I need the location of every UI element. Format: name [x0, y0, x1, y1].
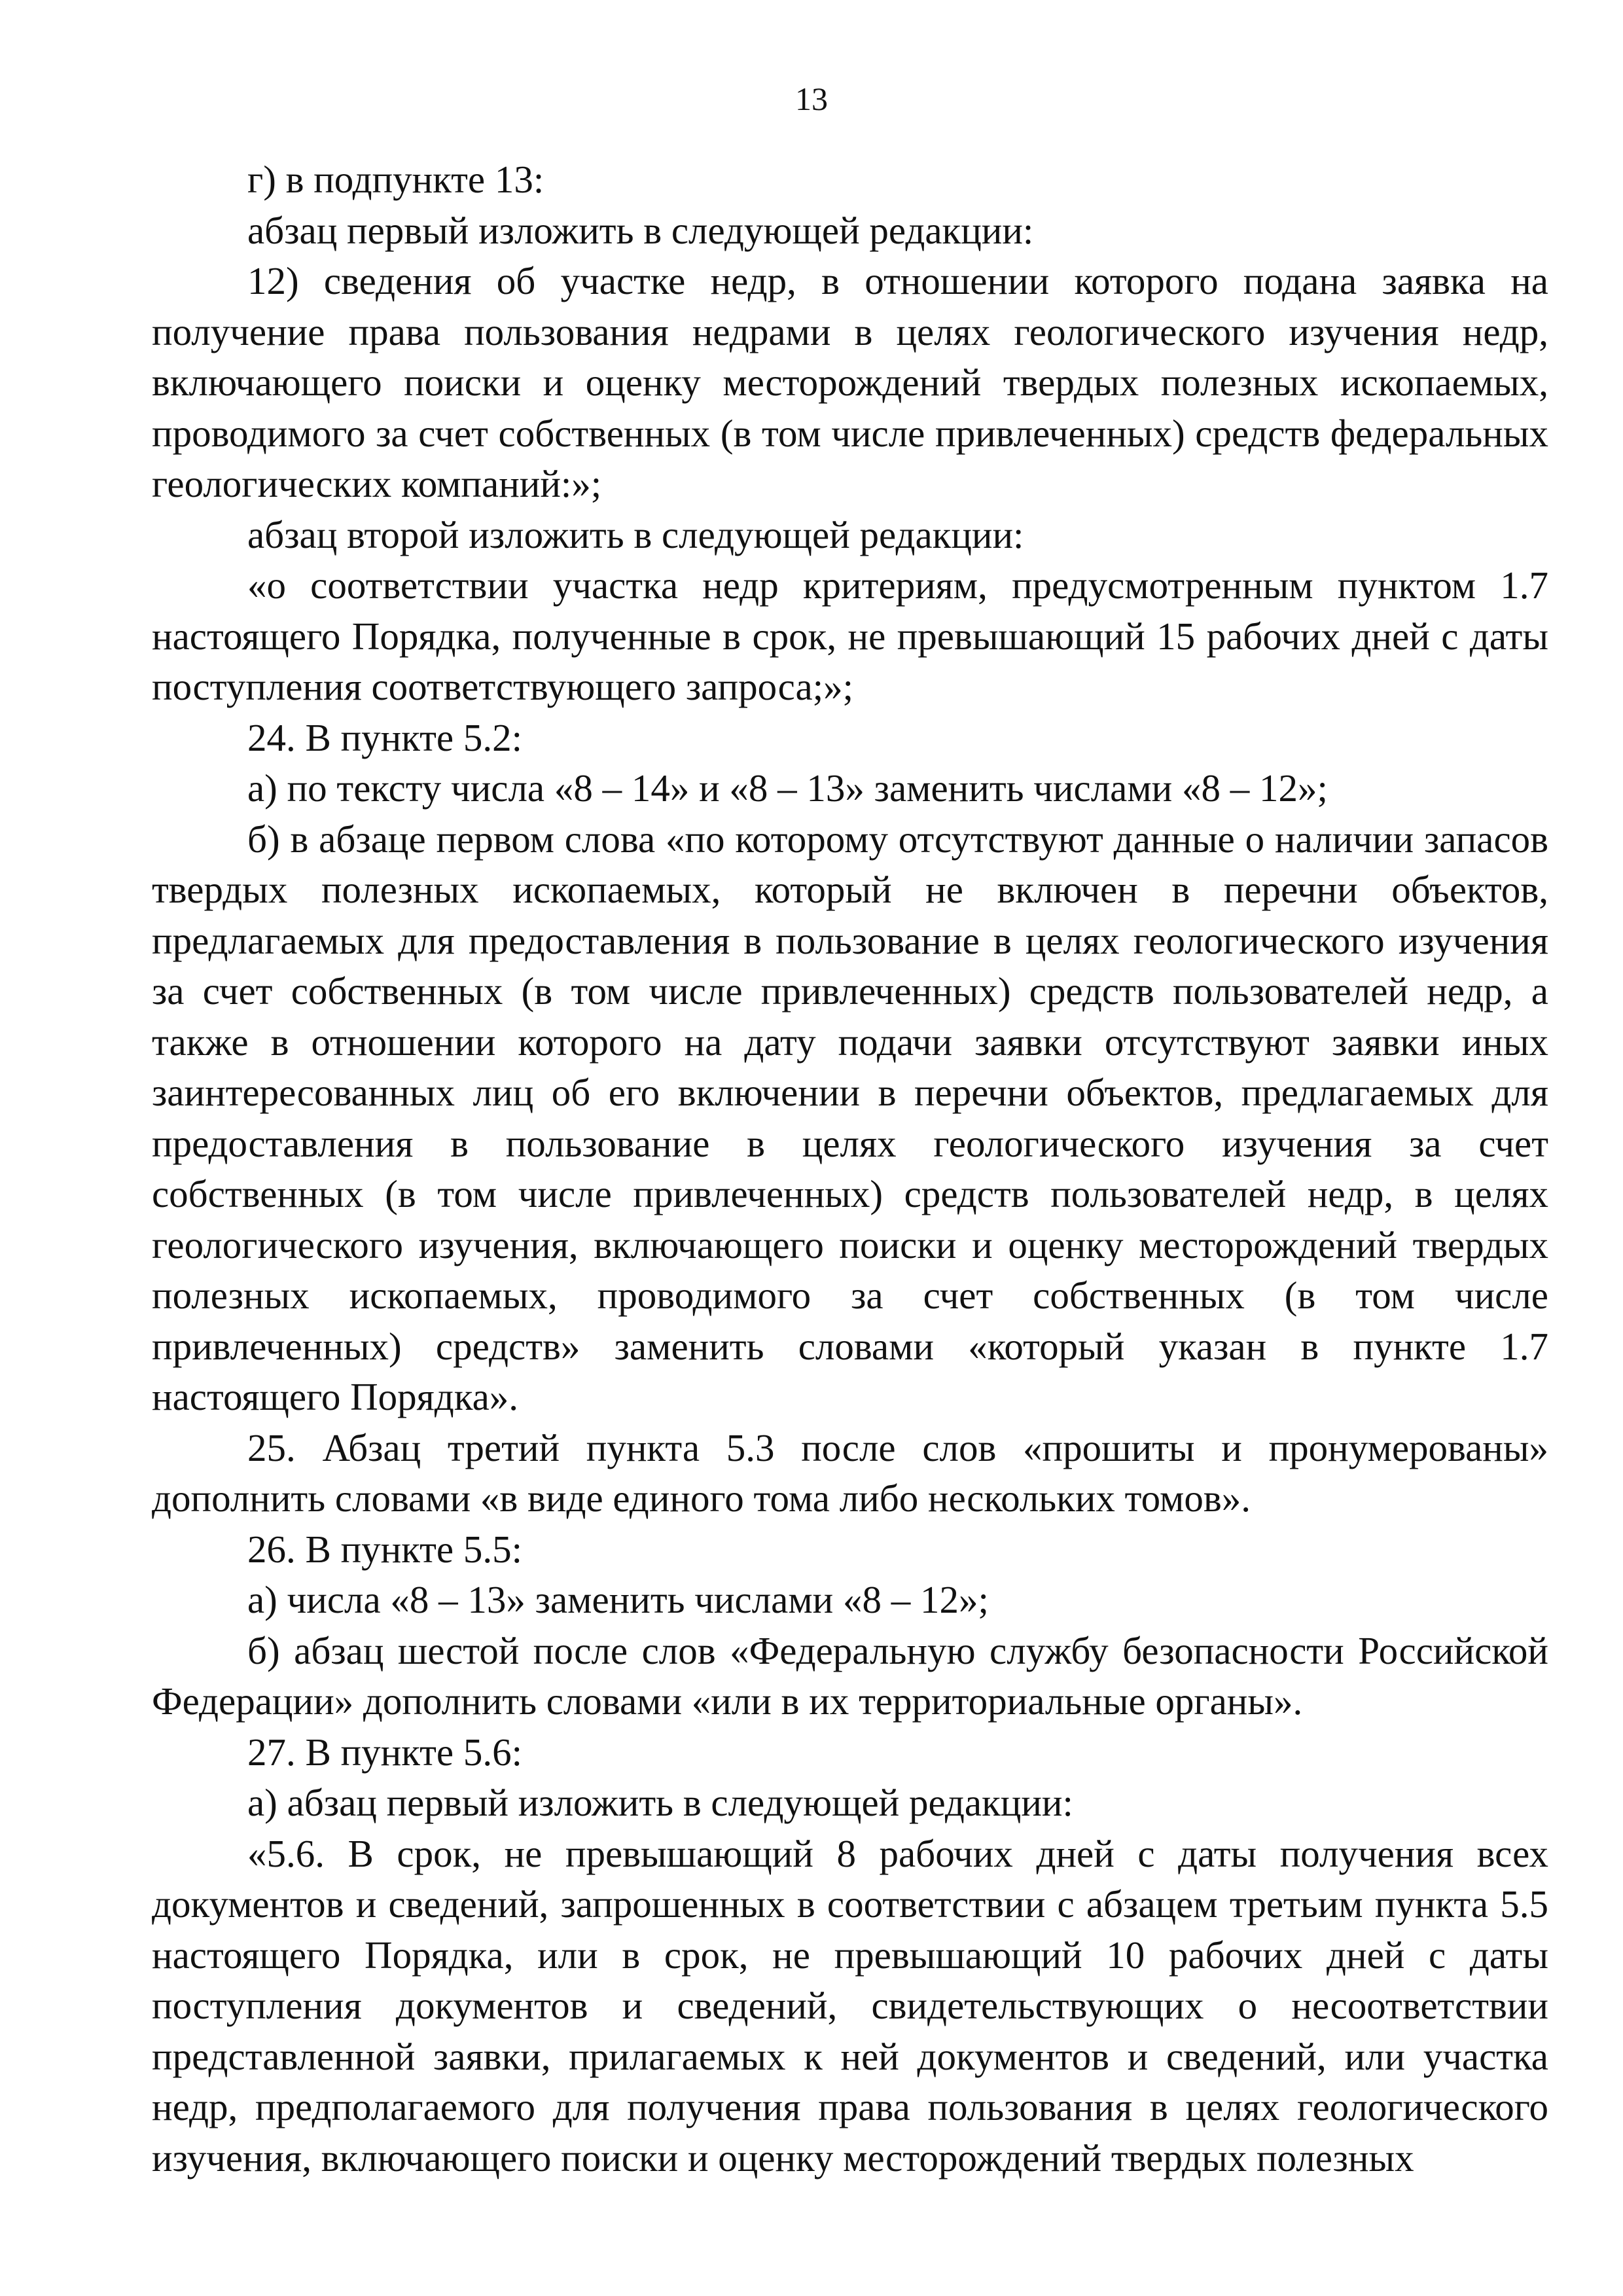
paragraph: б) абзац шестой после слов «Федеральную службу безопасности Российской Федерации» дополнить словами «или в их территориальные органы». — [152, 1628, 1548, 1723]
paragraph: «5.6. В срок, не превышающий 8 рабочих дней с даты получения всех документов и сведений, запрошенных в соответствии с абзацем третьим пункта 5.5 настоящего Порядка, или в срок, не превышающий 10 рабочих дней с даты поступления документов и сведений, свидетельствующих о несоответствии представленной заявки, прилагаемых к ней документов и сведений, или участка недр, предполагаемого для получения права пользования в целях геологического изучения, включающего поиски и оценку месторождений твердых полезных — [152, 1831, 1548, 2179]
paragraph: 12) сведения об участке недр, в отношении которого подана заявка на получение права пользования недрами в целях геологического изучения недр, включающего поиски и оценку месторождений твердых полезных ископаемых, проводимого за счет собственных (в том числе привлеченных) средств федеральных геологических компаний:»; — [152, 259, 1548, 505]
paragraph: «о соответствии участка недр критериям, предусмотренным пунктом 1.7 настоящего Порядка, полученные в срок, не превышающий 15 рабочих дней с даты поступления соответствующего запроса;»; — [152, 564, 1548, 708]
paragraph: 25. Абзац третий пункта 5.3 после слов «прошиты и пронумерованы» дополнить словами «в виде единого тома либо нескольких томов». — [152, 1426, 1548, 1520]
paragraph: б) в абзаце первом слова «по которому отсутствуют данные о наличии запасов твердых полезных ископаемых, который не включен в перечни объектов, предлагаемых для предоставления в пользование в целях геологического изучения за счет собственных (в том числе привлеченных) средств пользователей недр, а также в отношении которого на дату подачи заявки отсутствуют заявки иных заинтересованных лиц об его включении в перечни объектов, предлагаемых для предоставления в пользование в целях геологического изучения за счет собственных (в том числе привлеченных) средств пользователей недр, в целях геологического изучения, включающего поиски и оценку месторождений твердых полезных ископаемых, проводимого за счет собственных (в том числе привлеченных) средств» заменить словами «который указан в пункте 1.7 настоящего Порядка». — [152, 817, 1548, 1418]
paragraph: абзац второй изложить в следующей редакции: — [247, 512, 1024, 556]
paragraph: а) числа «8 – 13» заменить числами «8 – 12»; — [247, 1578, 989, 1621]
paragraph: абзац первый изложить в следующей редакции: — [247, 208, 1034, 252]
paragraph: а) абзац первый изложить в следующей редакции: — [247, 1781, 1073, 1824]
paragraph: г) в подпункте 13: — [247, 158, 544, 201]
paragraph: 27. В пункте 5.6: — [247, 1730, 523, 1774]
page-number: 13 — [795, 81, 828, 117]
document-body — [152, 154, 1548, 2183]
paragraph: а) по тексту числа «8 – 14» и «8 – 13» заменить числами «8 – 12»; — [247, 766, 1328, 810]
paragraph: 26. В пункте 5.5: — [247, 1527, 523, 1571]
paragraph: 24. В пункте 5.2: — [247, 715, 523, 759]
